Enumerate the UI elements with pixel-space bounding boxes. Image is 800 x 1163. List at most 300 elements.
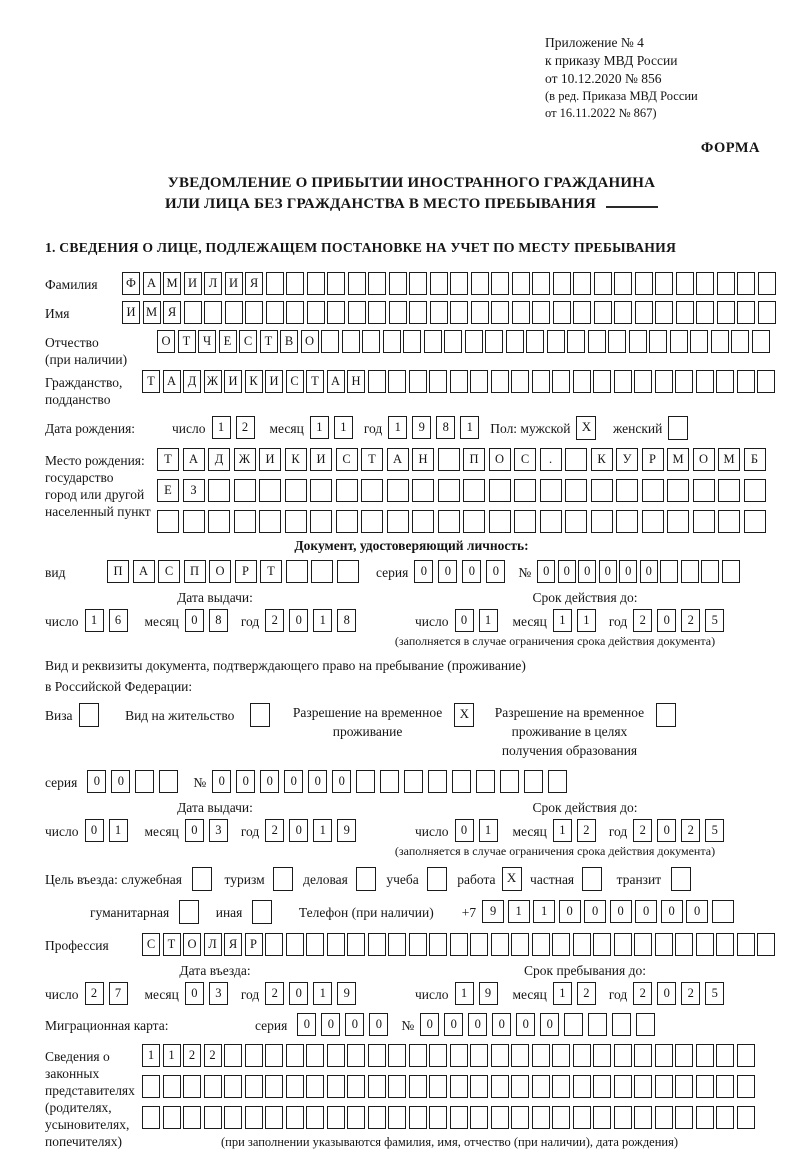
entry-year-cells bbox=[265, 982, 361, 1005]
birth-year-cells bbox=[388, 416, 484, 439]
char-cell bbox=[388, 933, 406, 956]
char-cell: Т bbox=[142, 370, 160, 393]
char-cell bbox=[634, 933, 652, 956]
id-number-label: № bbox=[518, 565, 532, 580]
day-label: число bbox=[172, 421, 206, 436]
char-cell bbox=[737, 1044, 755, 1067]
purpose-study-label: учеба bbox=[386, 872, 419, 887]
char-cell: 1 bbox=[388, 416, 407, 439]
char-cell bbox=[388, 1106, 406, 1129]
mc-number-label: № bbox=[401, 1018, 415, 1033]
citizenship-label: Гражданство, подданство bbox=[45, 375, 123, 407]
char-cell bbox=[591, 479, 613, 502]
char-cell bbox=[512, 272, 530, 295]
char-cell: М bbox=[163, 272, 181, 295]
year-label: год bbox=[363, 421, 383, 436]
right-doc-line2: в Российской Федерации: bbox=[45, 679, 193, 694]
char-cell bbox=[179, 900, 199, 924]
char-cell bbox=[142, 1075, 160, 1098]
char-cell: 0 bbox=[321, 1013, 340, 1036]
char-cell bbox=[348, 301, 366, 324]
sex-male-checkbox bbox=[576, 416, 599, 440]
id-issue-month-cells bbox=[185, 609, 233, 632]
char-cell bbox=[485, 330, 503, 353]
char-cell bbox=[675, 1044, 693, 1067]
char-cell: П bbox=[463, 448, 485, 471]
char-cell: Д bbox=[208, 448, 230, 471]
char-cell: С bbox=[514, 448, 536, 471]
char-cell: А bbox=[163, 370, 181, 393]
char-cell: 0 bbox=[686, 900, 708, 923]
field-citizenship bbox=[45, 370, 778, 408]
purpose-official-label: Цель въезда: служебная bbox=[45, 872, 182, 887]
section1-heading: 1. СВЕДЕНИЯ О ЛИЦЕ, ПОДЛЕЖАЩЕМ ПОСТАНОВКЕ НА УЧЕТ ПО МЕСТУ ПРЕБЫВАНИЯ bbox=[45, 240, 677, 255]
document-title bbox=[45, 173, 778, 215]
permit-valid-note: (заполняется в случае ограничения срока действия документа) bbox=[394, 844, 716, 858]
char-cell bbox=[470, 1106, 488, 1129]
char-cell: 2 bbox=[265, 819, 284, 842]
id-number-cells bbox=[537, 560, 742, 583]
char-cell: Н bbox=[347, 370, 365, 393]
char-cell: А bbox=[387, 448, 409, 471]
char-cell bbox=[614, 1106, 632, 1129]
char-cell bbox=[491, 272, 509, 295]
char-cell bbox=[696, 933, 714, 956]
char-cell bbox=[224, 1044, 242, 1067]
char-cell bbox=[634, 370, 652, 393]
char-cell bbox=[752, 330, 770, 353]
id-dates bbox=[45, 609, 778, 632]
char-cell bbox=[660, 560, 678, 583]
char-cell bbox=[712, 900, 734, 923]
purpose-business-label: деловая bbox=[303, 872, 348, 887]
char-cell bbox=[716, 1075, 734, 1098]
char-cell: Я bbox=[163, 301, 181, 324]
char-cell bbox=[565, 510, 587, 533]
char-cell: Б bbox=[744, 448, 766, 471]
char-cell bbox=[388, 1044, 406, 1067]
char-cell: 0 bbox=[260, 770, 279, 793]
char-cell bbox=[552, 370, 570, 393]
char-cell: 0 bbox=[455, 819, 474, 842]
char-cell: Т bbox=[361, 448, 383, 471]
temp-permit-option bbox=[293, 703, 477, 741]
char-cell bbox=[614, 370, 632, 393]
field-id-doc bbox=[45, 560, 778, 583]
char-cell bbox=[252, 900, 272, 924]
char-cell bbox=[311, 560, 333, 583]
char-cell bbox=[245, 1075, 263, 1098]
char-cell bbox=[368, 933, 386, 956]
char-cell bbox=[737, 1106, 755, 1129]
char-cell bbox=[250, 703, 270, 727]
char-cell bbox=[465, 330, 483, 353]
char-cell bbox=[737, 272, 755, 295]
char-cell bbox=[511, 1044, 529, 1067]
form-label: ФОРМА bbox=[700, 140, 760, 156]
char-cell bbox=[368, 1075, 386, 1098]
birth-place-cells-row3 bbox=[157, 510, 769, 533]
citizenship-cells bbox=[142, 370, 778, 393]
char-cell bbox=[409, 933, 427, 956]
char-cell bbox=[532, 1044, 550, 1067]
birth-month-cells bbox=[310, 416, 358, 439]
char-cell bbox=[424, 330, 442, 353]
char-cell: X bbox=[454, 703, 474, 727]
char-cell bbox=[389, 301, 407, 324]
char-cell: 7 bbox=[109, 982, 128, 1005]
birth-date-label: Дата рождения: bbox=[45, 421, 136, 436]
char-cell bbox=[183, 1106, 201, 1129]
char-cell: Ф bbox=[122, 272, 140, 295]
char-cell bbox=[737, 370, 755, 393]
edu-permit-label: Разрешение на временное проживание в целях получения образования bbox=[494, 705, 645, 758]
char-cell: 0 bbox=[584, 900, 606, 923]
char-cell bbox=[593, 370, 611, 393]
char-cell: 0 bbox=[619, 560, 637, 583]
guardians-cells-row3 bbox=[142, 1106, 757, 1129]
temp-permit-checkbox bbox=[454, 703, 477, 727]
char-cell bbox=[565, 479, 587, 502]
char-cell bbox=[675, 370, 693, 393]
char-cell: И bbox=[184, 272, 202, 295]
char-cell bbox=[737, 301, 755, 324]
char-cell bbox=[224, 1075, 242, 1098]
char-cell bbox=[608, 330, 626, 353]
char-cell bbox=[450, 1044, 468, 1067]
char-cell bbox=[616, 510, 638, 533]
char-cell: Н bbox=[412, 448, 434, 471]
char-cell: К bbox=[285, 448, 307, 471]
char-cell: 1 bbox=[479, 609, 498, 632]
char-cell: 2 bbox=[577, 819, 596, 842]
guardians-note: (при заполнении указываются фамилия, имя, отчество (при наличии), дата рождения) bbox=[220, 1135, 679, 1149]
char-cell bbox=[667, 510, 689, 533]
char-cell bbox=[573, 370, 591, 393]
permit-issue-date-group: число 0 1 месяц 0 3 год 2 0 1 9 bbox=[45, 819, 415, 842]
char-cell bbox=[593, 1044, 611, 1067]
char-cell: 9 bbox=[479, 982, 498, 1005]
char-cell bbox=[532, 933, 550, 956]
char-cell bbox=[634, 1106, 652, 1129]
char-cell bbox=[245, 1044, 263, 1067]
char-cell: И bbox=[259, 448, 281, 471]
char-cell bbox=[327, 1075, 345, 1098]
char-cell: X bbox=[502, 867, 522, 891]
char-cell bbox=[696, 370, 714, 393]
char-cell bbox=[368, 1044, 386, 1067]
char-cell bbox=[225, 301, 243, 324]
char-cell bbox=[616, 479, 638, 502]
char-cell bbox=[361, 510, 383, 533]
char-cell: 3 bbox=[209, 819, 228, 842]
char-cell bbox=[567, 330, 585, 353]
char-cell: 1 bbox=[553, 609, 572, 632]
char-cell bbox=[511, 1106, 529, 1129]
char-cell bbox=[491, 933, 509, 956]
char-cell bbox=[265, 933, 283, 956]
char-cell: К bbox=[591, 448, 613, 471]
purpose-work-label: работа bbox=[457, 872, 496, 887]
entry-day-cells bbox=[85, 982, 133, 1005]
char-cell: 2 bbox=[633, 982, 652, 1005]
char-cell bbox=[701, 560, 719, 583]
char-cell: 0 bbox=[578, 560, 596, 583]
char-cell bbox=[336, 510, 358, 533]
char-cell bbox=[342, 330, 360, 353]
sex-female-label: женский bbox=[612, 421, 663, 436]
char-cell bbox=[310, 479, 332, 502]
char-cell bbox=[588, 1013, 607, 1036]
char-cell bbox=[463, 479, 485, 502]
char-cell bbox=[428, 770, 447, 793]
id-valid-day-cells bbox=[455, 609, 503, 632]
char-cell: Е bbox=[157, 479, 179, 502]
char-cell bbox=[266, 301, 284, 324]
char-cell: С bbox=[286, 370, 304, 393]
permit-date-headers bbox=[45, 799, 778, 816]
char-cell bbox=[306, 933, 324, 956]
char-cell bbox=[548, 770, 567, 793]
char-cell: 1 bbox=[577, 609, 596, 632]
char-cell bbox=[306, 1044, 324, 1067]
char-cell bbox=[491, 301, 509, 324]
char-cell bbox=[450, 1106, 468, 1129]
char-cell: 1 bbox=[163, 1044, 181, 1067]
temp-permit-label: Разрешение на временное проживание bbox=[292, 705, 443, 739]
char-cell bbox=[470, 1044, 488, 1067]
stay-until-header: Срок пребывания до: bbox=[524, 963, 646, 978]
purpose-tourism-checkbox bbox=[273, 867, 296, 891]
char-cell bbox=[159, 770, 178, 793]
char-cell bbox=[327, 272, 345, 295]
patronymic-label: Отчество (при наличии) bbox=[45, 335, 128, 367]
permit-series-label: серия bbox=[45, 775, 78, 790]
char-cell bbox=[506, 330, 524, 353]
char-cell: 0 bbox=[414, 560, 433, 583]
char-cell bbox=[547, 330, 565, 353]
char-cell: 1 bbox=[334, 416, 353, 439]
char-cell bbox=[696, 272, 714, 295]
char-cell bbox=[307, 301, 325, 324]
char-cell bbox=[208, 510, 230, 533]
char-cell bbox=[614, 933, 632, 956]
char-cell: 1 bbox=[313, 819, 332, 842]
char-cell: 8 bbox=[337, 609, 356, 632]
char-cell: П bbox=[184, 560, 206, 583]
char-cell bbox=[552, 933, 570, 956]
char-cell bbox=[438, 510, 460, 533]
char-cell bbox=[582, 867, 602, 891]
stay-year-cells bbox=[633, 982, 729, 1005]
char-cell bbox=[286, 1106, 304, 1129]
char-cell bbox=[347, 933, 365, 956]
char-cell bbox=[429, 933, 447, 956]
char-cell: 0 bbox=[657, 609, 676, 632]
char-cell bbox=[614, 272, 632, 295]
char-cell bbox=[387, 479, 409, 502]
char-cell bbox=[629, 330, 647, 353]
permit-issue-year-cells bbox=[265, 819, 361, 842]
char-cell bbox=[491, 1044, 509, 1067]
char-cell bbox=[163, 1106, 181, 1129]
title-line2: ИЛИ ЛИЦА БЕЗ ГРАЖДАНСТВА В МЕСТО ПРЕБЫВАНИЯ bbox=[45, 194, 778, 215]
char-cell bbox=[286, 1075, 304, 1098]
char-cell: И bbox=[224, 370, 242, 393]
char-cell bbox=[532, 301, 550, 324]
char-cell bbox=[452, 770, 471, 793]
char-cell: 2 bbox=[265, 609, 284, 632]
char-cell bbox=[711, 330, 729, 353]
title-line1: УВЕДОМЛЕНИЕ О ПРИБЫТИИ ИНОСТРАННОГО ГРАЖДАНИНА bbox=[167, 175, 656, 191]
char-cell: 5 bbox=[705, 982, 724, 1005]
char-cell: И bbox=[310, 448, 332, 471]
char-cell bbox=[737, 1075, 755, 1098]
char-cell: 0 bbox=[212, 770, 231, 793]
char-cell bbox=[758, 301, 776, 324]
char-cell bbox=[192, 867, 212, 891]
char-cell bbox=[696, 1106, 714, 1129]
permit-dates bbox=[45, 819, 778, 842]
migration-card-label: Миграционная карта: bbox=[45, 1018, 169, 1033]
char-cell bbox=[524, 770, 543, 793]
char-cell bbox=[532, 272, 550, 295]
char-cell bbox=[471, 301, 489, 324]
char-cell bbox=[655, 301, 673, 324]
char-cell bbox=[675, 1106, 693, 1129]
id-kind-cells bbox=[107, 560, 362, 583]
char-cell bbox=[450, 272, 468, 295]
char-cell: М bbox=[718, 448, 740, 471]
char-cell bbox=[388, 370, 406, 393]
char-cell bbox=[693, 479, 715, 502]
char-cell: 0 bbox=[289, 609, 308, 632]
char-cell bbox=[163, 1075, 181, 1098]
char-cell bbox=[429, 1044, 447, 1067]
char-cell bbox=[512, 301, 530, 324]
field-profession bbox=[45, 933, 778, 956]
char-cell bbox=[593, 933, 611, 956]
char-cell: 3 bbox=[209, 982, 228, 1005]
char-cell: 1 bbox=[479, 819, 498, 842]
char-cell bbox=[717, 301, 735, 324]
char-cell bbox=[387, 510, 409, 533]
char-cell bbox=[336, 479, 358, 502]
permit-valid-until-header: Срок действия до: bbox=[532, 800, 638, 815]
char-cell bbox=[135, 770, 154, 793]
char-cell: 0 bbox=[657, 819, 676, 842]
char-cell: 0 bbox=[87, 770, 106, 793]
char-cell bbox=[450, 1075, 468, 1098]
char-cell bbox=[716, 933, 734, 956]
appendix-note: от 16.11.2022 № 867) bbox=[545, 106, 657, 120]
char-cell bbox=[409, 1106, 427, 1129]
char-cell bbox=[552, 1075, 570, 1098]
char-cell: 0 bbox=[236, 770, 255, 793]
char-cell: 1 bbox=[142, 1044, 160, 1067]
char-cell bbox=[204, 301, 222, 324]
birth-place-label: Место рождения: государство город или другой населенный пункт bbox=[45, 453, 151, 519]
char-cell: Ж bbox=[204, 370, 222, 393]
char-cell bbox=[286, 272, 304, 295]
sex-male-label: Пол: мужской bbox=[490, 421, 571, 436]
char-cell bbox=[470, 370, 488, 393]
char-cell bbox=[444, 330, 462, 353]
profession-label: Профессия bbox=[45, 938, 109, 953]
char-cell: 1 bbox=[310, 416, 329, 439]
char-cell bbox=[573, 1075, 591, 1098]
char-cell bbox=[327, 301, 345, 324]
char-cell bbox=[696, 1044, 714, 1067]
blank-underline bbox=[606, 194, 658, 208]
char-cell: 0 bbox=[657, 982, 676, 1005]
stay-month-cells bbox=[553, 982, 601, 1005]
char-cell bbox=[224, 1106, 242, 1129]
char-cell bbox=[744, 479, 766, 502]
char-cell: 0 bbox=[610, 900, 632, 923]
right-doc-checkboxes bbox=[45, 703, 778, 760]
char-cell: И bbox=[122, 301, 140, 324]
edu-permit-checkbox bbox=[656, 703, 679, 727]
char-cell bbox=[612, 1013, 631, 1036]
id-issue-date-header: Дата выдачи: bbox=[177, 590, 253, 605]
char-cell bbox=[337, 560, 359, 583]
phone-cells bbox=[482, 900, 737, 923]
char-cell: 0 bbox=[185, 982, 204, 1005]
char-cell: П bbox=[107, 560, 129, 583]
char-cell bbox=[368, 301, 386, 324]
char-cell: 2 bbox=[681, 819, 700, 842]
birth-place-cells-row1 bbox=[157, 448, 769, 471]
char-cell: 0 bbox=[369, 1013, 388, 1036]
char-cell bbox=[718, 479, 740, 502]
char-cell bbox=[573, 272, 591, 295]
char-cell bbox=[553, 272, 571, 295]
char-cell bbox=[716, 1044, 734, 1067]
char-cell bbox=[265, 1106, 283, 1129]
phone-prefix: +7 bbox=[461, 905, 477, 920]
appendix-line: к приказу МВД России bbox=[545, 53, 678, 68]
char-cell bbox=[693, 510, 715, 533]
char-cell bbox=[471, 272, 489, 295]
char-cell bbox=[690, 330, 708, 353]
char-cell bbox=[470, 1075, 488, 1098]
char-cell bbox=[234, 479, 256, 502]
char-cell bbox=[463, 510, 485, 533]
char-cell: С bbox=[142, 933, 160, 956]
char-cell bbox=[204, 1106, 222, 1129]
char-cell bbox=[265, 1044, 283, 1067]
char-cell bbox=[573, 1106, 591, 1129]
char-cell bbox=[348, 272, 366, 295]
char-cell bbox=[532, 1106, 550, 1129]
char-cell: 0 bbox=[420, 1013, 439, 1036]
char-cell: 0 bbox=[289, 819, 308, 842]
char-cell bbox=[614, 1044, 632, 1067]
char-cell bbox=[675, 1075, 693, 1098]
char-cell bbox=[614, 301, 632, 324]
permit-valid-year-cells bbox=[633, 819, 729, 842]
char-cell bbox=[594, 272, 612, 295]
char-cell bbox=[245, 1106, 263, 1129]
visa-checkbox bbox=[79, 703, 102, 727]
permit-issue-day-cells bbox=[85, 819, 133, 842]
char-cell bbox=[588, 330, 606, 353]
char-cell: 5 bbox=[705, 819, 724, 842]
char-cell: Д bbox=[183, 370, 201, 393]
char-cell bbox=[676, 301, 694, 324]
purpose-business-checkbox bbox=[356, 867, 379, 891]
